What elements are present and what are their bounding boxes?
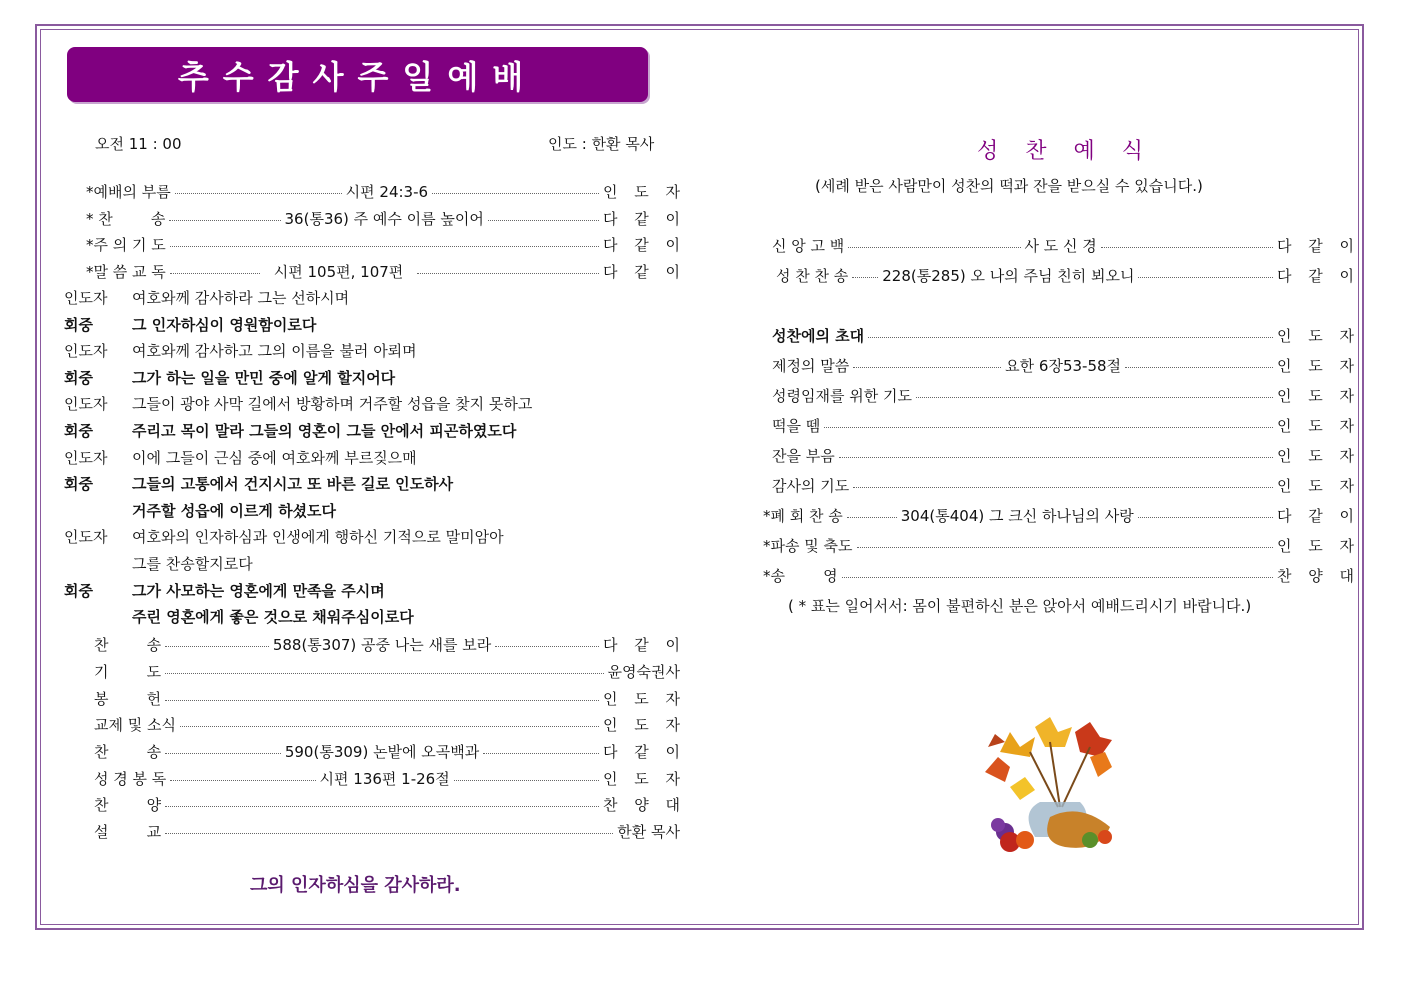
order-who: 다 같 이: [602, 262, 686, 281]
order-who: 인 도 자: [602, 182, 686, 201]
communion-row: [763, 534, 1360, 556]
order-who: 윤영숙권사: [607, 662, 680, 681]
communion-who: 다 같 이: [1276, 506, 1360, 525]
communion-content: 304(통404) 그 크신 하나님의 사랑: [900, 506, 1134, 525]
order-label: 기 도: [94, 662, 162, 681]
order-label: 찬 양: [94, 795, 162, 814]
communion-label: *폐 회 찬 송: [763, 506, 843, 525]
communion-label: 감사의 기도: [772, 476, 850, 495]
order-label: *예배의 부름: [86, 182, 171, 201]
communion-row: [772, 474, 1360, 496]
communion-who: 인 도 자: [1276, 476, 1360, 495]
communion-row: [772, 414, 1360, 436]
communion-who: 인 도 자: [1276, 356, 1360, 375]
responsive-text: 이에 그들이 근심 중에 여호와께 부르짖으매: [132, 449, 417, 467]
order-row: [86, 233, 686, 255]
order-content: 시편 24:3-6: [345, 182, 429, 201]
order-who: 다 같 이: [602, 235, 686, 254]
communion-row: [763, 564, 1360, 586]
order-who: 찬 양 대: [602, 795, 686, 814]
order-label: 찬 송: [94, 635, 162, 654]
order-who: 인 도 자: [602, 715, 686, 734]
service-time: 오전 11 : 00: [95, 135, 182, 153]
responsive-speaker: 인도자: [64, 449, 108, 467]
order-who: 다 같 이: [603, 209, 687, 228]
communion-content: 228(통285) 오 나의 주님 친히 뵈오니: [882, 266, 1135, 285]
responsive-speaker: 인도자: [64, 342, 108, 360]
order-label: 설 교: [94, 822, 162, 841]
communion-who: 인 도 자: [1276, 386, 1360, 405]
responsive-text: 주린 영혼에게 좋은 것으로 채워주심이로다: [132, 608, 414, 626]
communion-row: [776, 264, 1360, 286]
communion-label: *파송 및 축도: [763, 536, 853, 555]
communion-who: 인 도 자: [1276, 416, 1360, 435]
order-who: 다 같 이: [602, 742, 686, 761]
communion-who: 인 도 자: [1276, 536, 1360, 555]
responsive-speaker: 회중: [64, 422, 93, 440]
communion-row: [772, 324, 1360, 346]
communion-footnote: ( * 표는 일어서서: 몸이 불편하신 분은 앉아서 예배드리시기 바랍니다.): [788, 597, 1252, 615]
order-content: 36(통36) 주 예수 이름 높이어: [284, 209, 484, 228]
order-who: 인 도 자: [602, 689, 686, 708]
order-label: 교제 및 소식: [94, 715, 176, 734]
responsive-text: 그를 찬송할지로다: [132, 555, 253, 573]
order-who: 다 같 이: [602, 635, 686, 654]
communion-label: 떡을 뗌: [772, 416, 821, 435]
communion-who: 찬 양 대: [1276, 566, 1360, 585]
responsive-text: 여호와의 인자하심과 인생에게 행하신 기적으로 말미암아: [132, 528, 504, 546]
responsive-speaker: 회중: [64, 475, 93, 493]
communion-label: 잔을 부음: [772, 446, 835, 465]
responsive-text: 여호와께 감사하라 그는 선하시며: [132, 289, 350, 307]
service-leader: 인도 : 한환 목사: [548, 135, 655, 153]
order-row: [86, 207, 687, 229]
communion-row: [763, 504, 1360, 526]
communion-content: 사 도 신 경: [1024, 236, 1097, 255]
closing-verse: 그의 인자하심을 감사하라.: [250, 875, 461, 896]
communion-content: 요한 6장53-58절: [1005, 356, 1122, 375]
order-row: [86, 180, 686, 202]
order-content: 시편 136편 1-26절: [319, 769, 450, 788]
responsive-text: 여호와께 감사하고 그의 이름을 불러 아뢰며: [132, 342, 417, 360]
communion-title-wrap: [700, 134, 1403, 164]
responsive-speaker: 인도자: [64, 528, 108, 546]
communion-label: 성 찬 찬 송: [776, 266, 849, 285]
responsive-text: 그가 사모하는 영혼에게 만족을 주시며: [132, 582, 385, 600]
communion-who: 인 도 자: [1276, 446, 1360, 465]
communion-row: [772, 354, 1360, 376]
responsive-speaker: 인도자: [64, 395, 108, 413]
communion-label: 성령임재를 위한 기도: [772, 386, 912, 405]
order-row: [94, 687, 686, 709]
order-row: [94, 793, 686, 815]
title-banner: 추수감사주일예배: [67, 47, 648, 102]
order-label: *주 의 기 도: [86, 235, 166, 254]
autumn-cornucopia-image: [980, 712, 1120, 857]
communion-label: 제정의 말씀: [772, 356, 850, 375]
responsive-speaker: 회중: [64, 369, 93, 387]
responsive-text: 그가 하는 일을 만민 중에 알게 할지어다: [132, 369, 396, 387]
communion-row: [772, 444, 1360, 466]
responsive-speaker: 회중: [64, 582, 93, 600]
order-content: 588(통307) 공중 나는 새를 보라: [272, 635, 492, 654]
order-row: [94, 633, 686, 655]
communion-who: 인 도 자: [1276, 326, 1360, 345]
communion-label: 신 앙 고 백: [772, 236, 845, 255]
responsive-speaker: 인도자: [64, 289, 108, 307]
communion-label: 성찬에의 초대: [772, 326, 865, 345]
communion-label: *송 영: [763, 566, 838, 585]
order-label: 찬 송: [94, 742, 162, 761]
autumn-leaves-icon: [985, 717, 1112, 807]
communion-title: 성 찬 예 식: [977, 139, 1153, 164]
responsive-text: 그들이 광야 사막 길에서 방황하며 거주할 성읍을 찾지 못하고: [132, 395, 533, 413]
order-label: 성 경 봉 독: [94, 769, 167, 788]
responsive-text: 주리고 목이 말라 그들의 영혼이 그들 안에서 피곤하였도다: [132, 422, 517, 440]
responsive-text: 그 인자하심이 영원함이로다: [132, 316, 317, 334]
order-row: [94, 660, 680, 682]
order-content: 시편 105편, 107편: [273, 262, 404, 281]
order-who: 한환 목사: [617, 822, 680, 841]
responsive-speaker: 회중: [64, 316, 93, 334]
communion-note: (세례 받은 사람만이 성찬의 떡과 잔을 받으실 수 있습니다.): [815, 177, 1203, 195]
communion-row: [772, 234, 1361, 256]
responsive-text: 그들의 고통에서 건지시고 또 바른 길로 인도하사: [132, 475, 454, 493]
communion-row: [772, 384, 1360, 406]
order-row: [94, 713, 686, 735]
order-row: [94, 740, 686, 762]
order-row: [94, 820, 680, 842]
order-label: *말 씀 교 독: [86, 262, 166, 281]
order-row: [94, 767, 687, 789]
responsive-text: 거주할 성읍에 이르게 하셨도다: [132, 502, 337, 520]
order-who: 인 도 자: [603, 769, 687, 788]
communion-who: 다 같 이: [1277, 236, 1361, 255]
order-label: * 찬 송: [86, 209, 166, 228]
order-label: 봉 헌: [94, 689, 162, 708]
communion-who: 다 같 이: [1276, 266, 1360, 285]
order-content: 590(통309) 논밭에 오곡백과: [284, 742, 480, 761]
order-row: [86, 260, 686, 282]
